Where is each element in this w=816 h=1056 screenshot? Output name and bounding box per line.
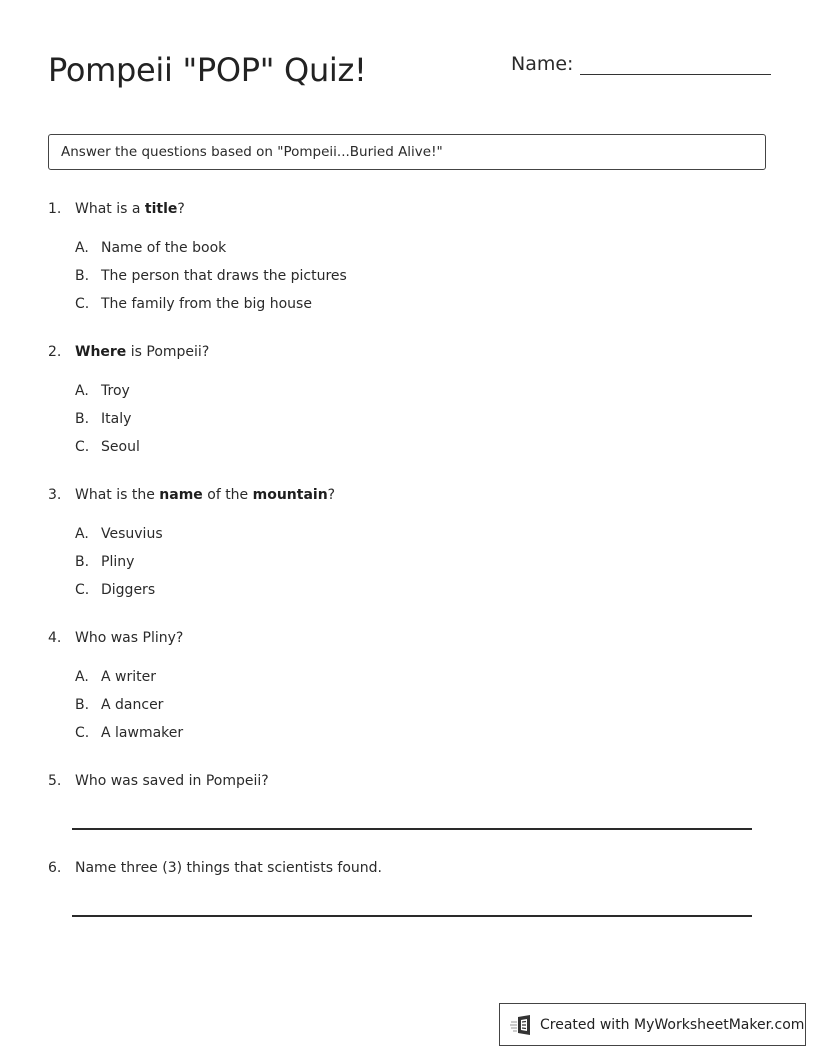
option-letter: A. [75,383,89,399]
option-c [75,580,163,608]
instructions-box: Answer the questions based on "Pompeii...Buried Alive!" [48,134,766,170]
question-keyword: Where [75,344,127,360]
question-keyword: mountain [252,487,328,503]
question-3 [48,485,335,505]
question-text: Who was saved in Pompeii? [75,773,269,789]
question-text [75,201,185,217]
answer-line-5[interactable] [72,828,752,830]
option-letter: C. [75,296,90,312]
option-text: A writer [101,669,156,685]
question-keyword: title [144,201,178,217]
option-text: The family from the big house [101,296,312,312]
option-text: Name of the book [101,240,227,256]
option-letter: B. [75,554,90,570]
option-letter: A. [75,526,89,542]
name-blank-line[interactable] [580,73,771,75]
question-text-part: What is a [75,201,145,217]
option-letter: C. [75,582,90,598]
name-field [511,52,771,76]
option-letter: B. [75,411,90,427]
worksheet-maker-logo-icon [510,1013,534,1037]
option-letter: B. [75,268,90,284]
question-6 [48,858,382,878]
option-a [75,381,140,409]
option-a [75,524,163,552]
option-b [75,552,163,580]
question-2 [48,342,209,362]
answer-line-6[interactable] [72,915,752,917]
option-b [75,409,140,437]
question-number: 2. [48,344,62,360]
question-3-options [75,524,163,608]
question-text-part: of the [202,487,253,503]
question-text-part: is Pompeii? [126,344,210,360]
question-text [75,487,335,503]
worksheet-title: Pompeii "POP" Quiz! [48,51,367,89]
option-c [75,437,140,465]
question-4 [48,628,183,648]
question-text-part: What is the [75,487,160,503]
question-number: 5. [48,773,62,789]
option-text: Pliny [101,554,135,570]
question-1-options [75,238,347,322]
option-text: Vesuvius [101,526,163,542]
option-letter: A. [75,669,89,685]
question-4-options [75,667,183,751]
question-text: Who was Pliny? [75,630,184,646]
question-keyword: name [159,487,203,503]
option-c [75,294,347,322]
option-b [75,266,347,294]
option-letter: C. [75,439,90,455]
question-5 [48,771,269,791]
name-label: Name: [511,53,574,75]
option-c [75,723,183,751]
badge-text: Created with MyWorksheetMaker.com [540,1016,805,1033]
question-text-part: ? [177,201,185,217]
option-text: Italy [101,411,132,427]
option-text: A dancer [101,697,164,713]
question-number: 6. [48,860,62,876]
option-letter: A. [75,240,89,256]
question-text: Name three (3) things that scientists found. [75,860,383,876]
question-text [75,344,209,360]
question-2-options [75,381,140,465]
created-with-badge[interactable] [499,1003,806,1046]
option-a [75,238,347,266]
question-number: 3. [48,487,62,503]
option-text: Troy [101,383,130,399]
question-number: 1. [48,201,62,217]
question-number: 4. [48,630,62,646]
option-text: Seoul [101,439,140,455]
option-text: The person that draws the pictures [101,268,347,284]
option-text: A lawmaker [101,725,184,741]
question-text-part: ? [327,487,336,503]
option-letter: B. [75,697,90,713]
option-b [75,695,183,723]
option-letter: C. [75,725,90,741]
option-a [75,667,183,695]
option-text: Diggers [101,582,156,598]
question-1 [48,199,185,219]
